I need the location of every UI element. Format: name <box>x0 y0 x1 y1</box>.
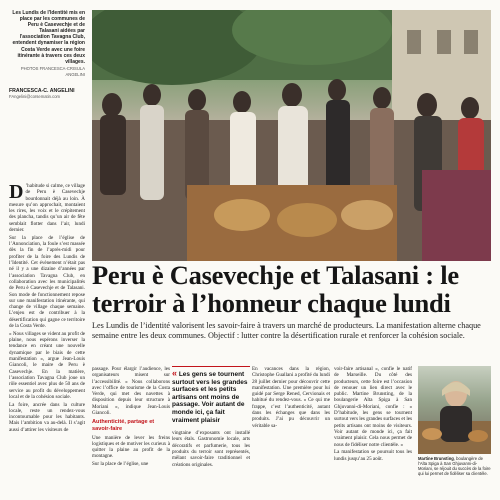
standfirst: Les Lundis de l’identité valorisent les savoir-faire à travers un marché de producteurs. La manifestation alterne chaque semaine entre les deux communes. Objectif : lutter contre la désertification rurale et renforcer la cohésion sociale. <box>92 321 481 340</box>
portrait-caption-name: Martine Brunsting <box>418 456 454 461</box>
paragraph: Sur la place de l’église de l’Annonciation, la foule s’est massée dès la fin de l’après-midi pour profiter de la foire des Lundis de l’Identité. Cet évènement n’était pas né il y a une dizaine d’années par l’association Tavagna Club, en collaboration avec les municipalités de Peru è Casevechje et de Talasani. Son mode de fonctionnement repose sur une manifestation itinérante, qui change de village chaque semaine. L’enjeu est de contribuer à la désertification qui gagne ce territoire de la Costa Verde. <box>9 234 85 330</box>
main-photo <box>92 10 491 261</box>
author-name: FRANCESCA-C. ANGELINI <box>9 88 75 94</box>
article-column-5 <box>334 366 412 463</box>
article-column-2 <box>92 366 170 469</box>
subheading: Authenticité, partage et savoir-faire <box>92 419 155 432</box>
paragraph: La manifestation se poursuit tous les lundis jusqu’au 25 août. <box>334 449 412 462</box>
article-column-3 <box>172 366 250 469</box>
paragraph: voir-faire artisanal », confie le natif de Marseille. Du côté des producteurs, cette foire est l’occasion de renouer un lien direct avec le public. Martine Brunsting, de la boulangerie Alta Spiga à San Ghjuvanni-di-Moriani, confie : « D’habitude, les gens se tournent surtout vers les grandes surfaces et les petits artisans ont moins de visiteurs. Voir autant de monde ici, ça fait vraiment plaisir. Cela nous permet de nous de fidéliser notre clientèle. » <box>334 366 412 448</box>
headline: Peru è Casevechje et Talasani : le terroir à l’honneur chaque lundi <box>92 260 459 318</box>
paragraph: vingtaine d’exposants ont installé leurs étals. Gastronomie locale, arts décoratifs et parfumerie, tous les produits du terroir sont représentés, mêlant savoir-faire traditionnel et créations originales. <box>172 430 250 468</box>
pull-quote: « Les gens se tournent surtout vers les grandes surfaces et les petits artisans ont moins de passage. Voir autant de monde ici, ça fait vraiment plaisir <box>172 366 250 424</box>
portrait-caption <box>418 456 491 476</box>
photo-caption <box>9 10 85 78</box>
photo-credit: PHOTOS FRANCESCA-CRISULA ANGELINI <box>20 65 85 77</box>
baker-portrait-illustration <box>418 366 491 454</box>
article-column-left <box>9 183 85 435</box>
paragraph: D ’habitude si calme, ce village de Peru è Casevechje bourdonnait déjà au loin. À mesure qu’on approchait, montaient les rires, les voix et le crépitement des plancha, tandis qu’un air de fête semblait flotter dans l’air, lundi dernier. <box>9 181 85 234</box>
portrait-photo <box>418 366 491 454</box>
paragraph: passage. Pour élargir l’audience, les organisateurs misent sur l’accessibilité. « Nous collaborons avec l’office de tourisme de la Costa Verde, qui met des navettes à disposition depuis leur structure à Moriani », indique Jean-Louis Giancoli. <box>92 366 170 417</box>
market-crowd-illustration <box>92 10 491 261</box>
author-email[interactable]: FAngelini@corsematin.com <box>9 94 61 100</box>
dropcap: D <box>9 181 24 203</box>
paragraph: La foire, ancrée dans la culture locale, reste un rendez-vous incontournable pour les habitants. Mais l’ambition va au-delà. Il s’agit aussi d’attirer les visiteurs de <box>9 401 85 433</box>
paragraph: Sur la place de l’église, une <box>92 461 149 468</box>
quote-mark-icon: « <box>172 368 178 378</box>
author-byline <box>9 88 85 101</box>
photo-caption-text: Les Lundis de l'Identité mis en place par les communes de Peru è Casevechje et de Talasani aidées par l'association Tavagna Club, entendent dynamiser la région Costa Verde avec une foire itinérante à travers ces deux villages. <box>12 10 85 65</box>
portrait-caption-text: , boulangère de l’Alta Spiga à San Ghjuvanni-di-Moriani, se réjouit du succès de la foire qui lui permet de fidéliser sa clientèle. <box>418 456 491 477</box>
paragraph: En vacances dans la région, Christophe Guallani a profité du lundi 28 juillet dernier pour découvrir cette manifestation. Une première pour lui guidé par Serge Rened, Cervionais et habitué du rendez-vous. « Ce qui me frappe, c’est l’authenticité, autant dans les échanges que dans les produits. J’ai pu découvrir un véritable sa- <box>252 366 330 429</box>
article-column-4 <box>252 366 330 430</box>
paragraph: « Nous villages se vident au profit de plaine, nous espérons inverser la tendance en créant une nouvelle dynamique par le biais de cette manifestation », argue Jean-Louis Giancoli, le maire de Peru è Casevechje. En la matière, l’association Tavagna Club joue un rôle essentiel avec plus de 50 ans de service au profit du développement local et de la cohésion sociale. <box>9 330 85 400</box>
paragraph: Une manière de lever les freins logistiques et de motiver les curieux à quitter la plaine au profit de la montagne. <box>92 434 170 460</box>
